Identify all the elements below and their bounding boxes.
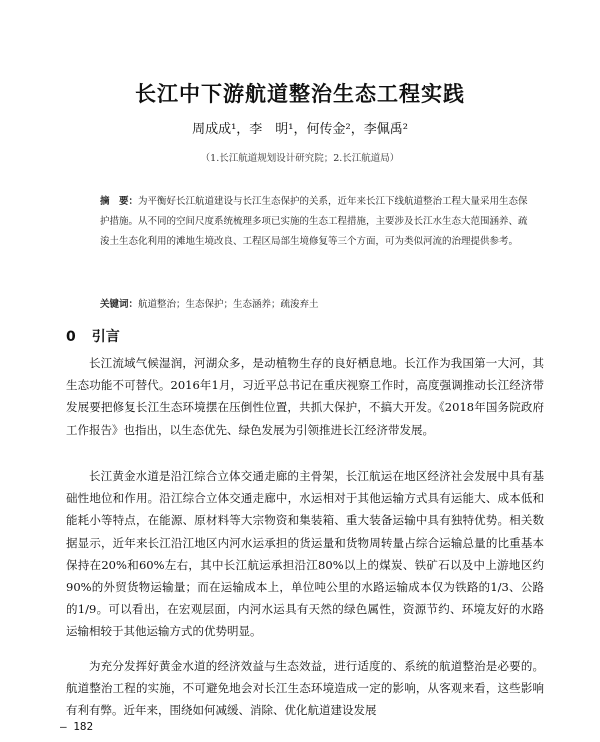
abstract-text: 为平衡好长江航道建设与长江生态保护的关系，近年来长江下线航道整治工程大量采用生态保护措施。从不同的空间尺度系统梳理多项已实施的生态工程措施，主要涉及长江水生态大范围涵养、疏浚土生态化利用的滩地生境改良、工程区局部生境修复等三个方面，可为类似河流的治理提供参考。 [100, 196, 528, 247]
abstract-label: 摘 要： [100, 196, 139, 207]
keywords-text: 航道整治；生态保护；生态涵养；疏浚弃土 [138, 299, 319, 310]
author-list: 周成成¹，李 明¹，何传金²，李佩禹² [192, 122, 408, 137]
body-paragraph-3 [66, 655, 544, 722]
paper-title: 长江中下游航道整治生态工程实践 [135, 82, 465, 106]
paragraph-text: 长江流域气候湿润，河湖众多，是动植物生存的良好栖息地。长江作为我国第一大河，其生态功能不可替代。2016年1月，习近平总书记在重庆视察工作时，高度强调推动长江经济带发展要把修复长江生态环境摆在压倒性位置，共抓大保护，不搞大开发。《2018年国务院政府工作报告》也指出，以生态优先、绿色发展为引领推进长江经济带发展。 [66, 356, 544, 437]
keywords [100, 296, 530, 310]
body-paragraph-2 [66, 465, 544, 643]
section-title: 引言 [91, 329, 120, 345]
paragraph-text: 为充分发挥好黄金水道的经济效益与生态效益，进行适度的、系统的航道整治是必要的。航道整治工程的实施，不可避免地会对长江生态环境造成一定的影响，从客观来看，这些影响有利有弊。近年来，围绕如何减缓、消除、优化航道建设发展 [66, 659, 544, 718]
section-number: 0 [66, 329, 76, 345]
paragraph-text: 长江黄金水道是沿江综合立体交通走廊的主骨架，长江航运在地区经济社会发展中具有基础性地位和作用。沿江综合立体交通走廊中，水运相对于其他运输方式具有运能大、成本低和能耗小等特点，在能源、原材料等大宗物资和集装箱、重大装备运输中具有独特优势。相关数据显示，近年来长江沿江地区内河水运承担的货运量和货物周转量占综合运输总量的比重基本保持在20%和60%左右，其中长江航运承担沿江80%以上的煤炭、铁矿石以及中上游地区约90%的外贸货物运输量；而在运输成本上，单位吨公里的水路运输成本仅为铁路的1/3、公路的1/9。可以看出，在宏观层面，内河水运具有天然的绿色属性，资源节约、环境友好的水路运输相较于其他运输方式的优势明显。 [66, 469, 544, 639]
keywords-label: 关键词： [100, 299, 139, 310]
section-heading-introduction [66, 326, 120, 346]
page-number: — 182 [60, 720, 94, 733]
body-paragraph-1 [66, 352, 544, 441]
abstract [100, 192, 530, 252]
author-affiliation: （1.长江航道规划设计研究院；2.长江航道局） [200, 153, 400, 164]
